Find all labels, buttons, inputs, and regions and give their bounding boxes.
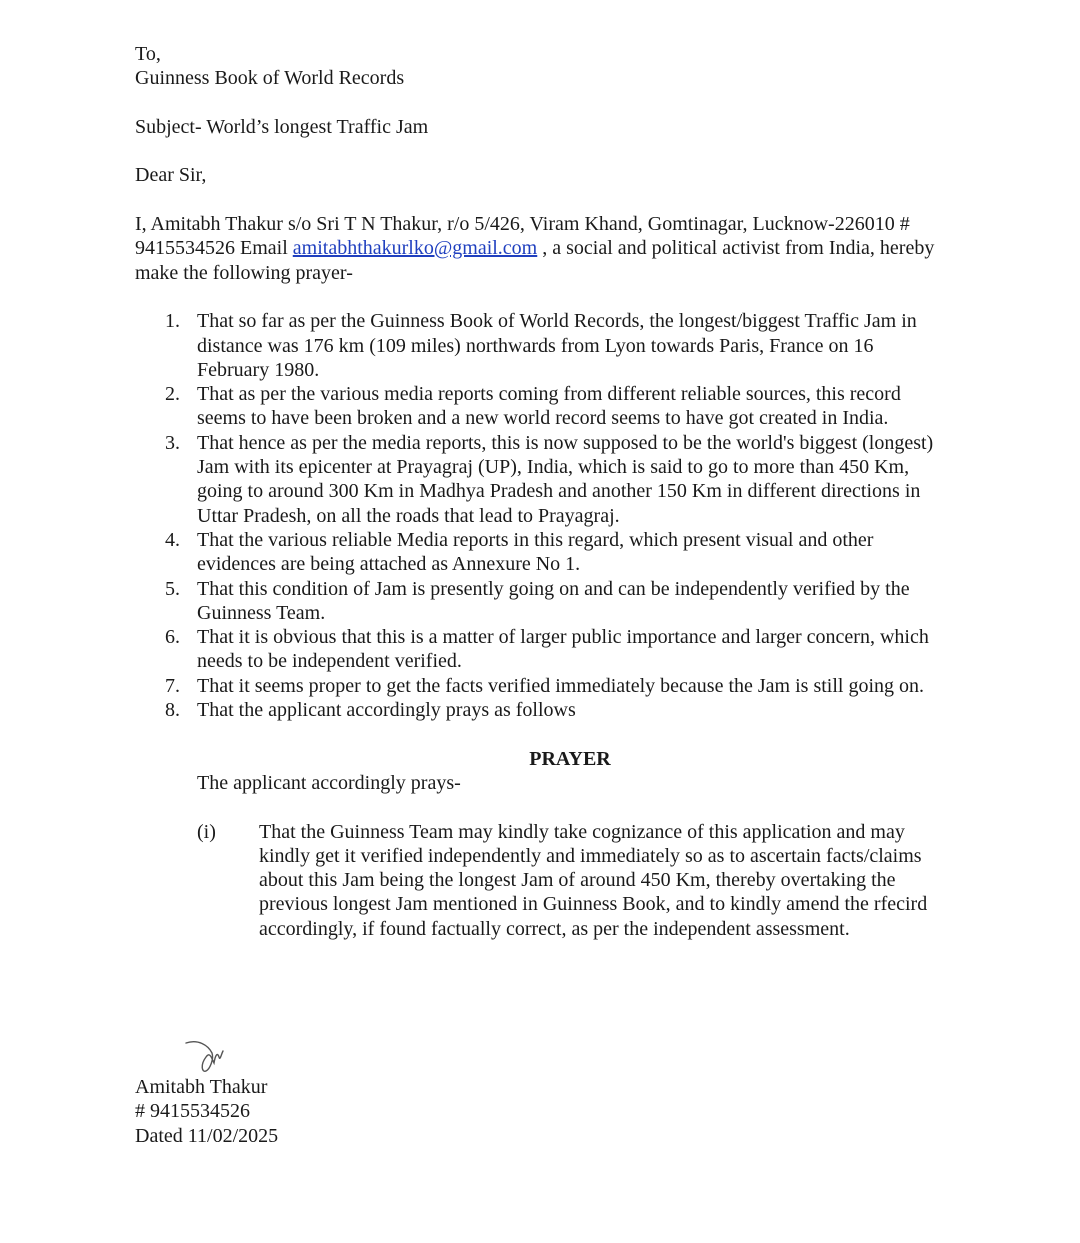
list-item-text: That so far as per the Guinness Book of World Records, the longest/biggest Traffic Jam in distance was 176 km (109 miles) northwards from Lyon towards Paris, France on 16 February 1980. <box>197 310 917 381</box>
prayer-item-number: (i) <box>197 820 216 843</box>
signature-icon <box>180 1037 240 1077</box>
recipient: Guinness Book of World Records <box>135 67 405 90</box>
prayer-intro: The applicant accordingly prays- <box>197 771 461 794</box>
list-item <box>135 674 945 698</box>
signature-block <box>135 1075 278 1148</box>
prayer-heading: PRAYER <box>529 747 611 770</box>
list-item-number: 5. <box>165 577 180 600</box>
list-item-text: That it is obvious that this is a matter of larger public importance and larger concern, which needs to be independent verified. <box>197 626 929 673</box>
list-item <box>135 431 945 528</box>
list-item-number: 7. <box>165 674 180 697</box>
to-line: To, <box>135 43 161 65</box>
list-item-text: That the applicant accordingly prays as follows <box>197 699 576 722</box>
list-item-text: That it seems proper to get the facts verified immediately because the Jam is still going on. <box>197 674 925 697</box>
list-item <box>135 528 945 577</box>
email-link[interactable]: amitabhthakurlko@gmail.com <box>292 237 538 260</box>
list-item-number: 2. <box>165 383 180 406</box>
signatory-name: Amitabh Thakur <box>135 1076 268 1098</box>
list-item-text: That this condition of Jam is presently going on and can be independently verified by the Guinness Team. <box>197 577 910 624</box>
numbered-list <box>135 309 945 722</box>
list-item-text: That hence as per the media reports, this is now supposed to be the world's biggest (longest) Jam with its epicenter at Prayagraj (UP), India, which is said to go to more than 450 Km, going to around 300 Km in Madhya Pradesh and another 150 Km in different directions in Uttar Pradesh, on all the roads that lead to Prayagraj. <box>197 431 934 527</box>
signatory-phone: # 9415534526 <box>135 1100 250 1123</box>
list-item-number: 1. <box>165 310 180 333</box>
intro-text-after-email: , a social and political activist from India, hereby make the following prayer- <box>135 237 935 284</box>
list-item-text: That the various reliable Media reports in this regard, which present visual and other evidences are being attached as Annexure No 1. <box>197 528 874 576</box>
list-item-number: 8. <box>165 699 180 722</box>
list-item-number: 6. <box>165 626 180 649</box>
intro-paragraph <box>135 212 945 285</box>
letter-body <box>135 42 945 941</box>
signature-date: Dated 11/02/2025 <box>135 1124 279 1147</box>
list-item <box>135 577 945 626</box>
list-item <box>135 382 945 431</box>
list-item-number: 4. <box>165 528 180 551</box>
salutation: Dear Sir, <box>135 164 207 187</box>
list-item <box>135 625 945 674</box>
list-item <box>135 309 945 382</box>
intro-text-before-email: I, Amitabh Thakur s/o Sri T N Thakur, r/o 5/426, Viram Khand, Gomtinagar, Lucknow-226010 # 9415534526 Email <box>135 213 910 260</box>
list-item <box>135 698 945 722</box>
list-item-text: That as per the various media reports coming from different reliable sources, this record seems to have been broken and a new world record seems to have got created in India. <box>197 383 901 430</box>
list-item-number: 3. <box>165 431 180 454</box>
prayer-item-text: That the Guinness Team may kindly take cognizance of this application and may kindly get it verified independently and immediately so as to ascertain facts/claims about this Jam being the longest Jam of around 450 Km, thereby overtaking the previous longest Jam mentioned in Guinness Book, and to kindly amend the rfecird accordingly, if found factually correct, as per the independent assessment. <box>259 820 928 940</box>
prayer-item <box>135 820 945 941</box>
subject-line: Subject- World’s longest Traffic Jam <box>135 115 429 138</box>
